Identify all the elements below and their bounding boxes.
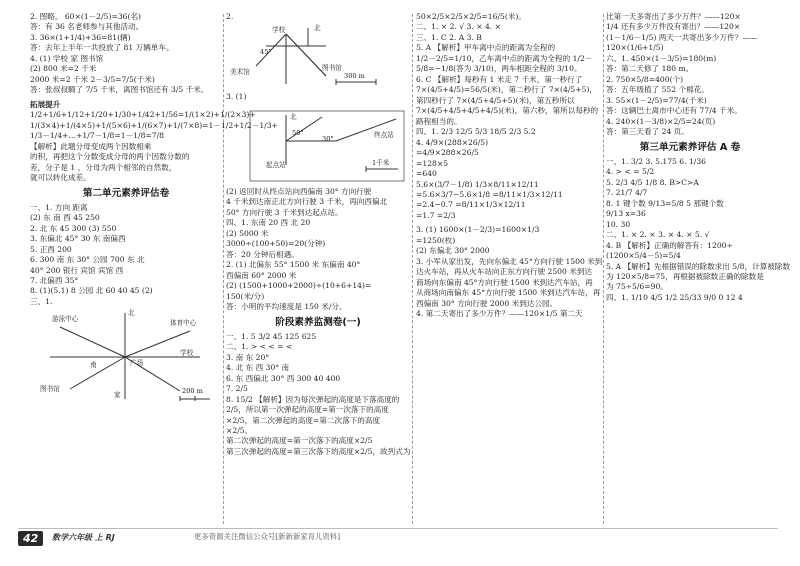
answer-line: 7×(4/5+4/5)=56/5(米)，第二秒行了 7×(4/5+5)， (416, 85, 597, 95)
answer-line: 3. 东偏北 45° 30 东 南偏西 (30, 234, 126, 244)
answer-line: 西偏南 60° 2000 米 (226, 270, 297, 280)
answer-line: 1/2－2/5=1/10，乙车离中点的距离为全程的 1/2－ (416, 53, 593, 63)
scale-label: 200 m (182, 387, 203, 396)
answer-line: 答：第三天看了 24 页。 (606, 127, 689, 137)
answer-line: 答：去年上半年一共投放了 81 万辆单车。 (30, 43, 174, 53)
answer-line: 5.6×(3/7－1/8) 1/3×8/11×12/11 (416, 179, 539, 189)
answer-line: ×2/5。 (226, 426, 253, 436)
answer-line: 一、1. 3/2 3. 5.175 6. 1/36 (606, 156, 707, 166)
answer-line: 答：有 36 名老师参与其他活动。 (30, 22, 144, 32)
answer-line: 三、1. C 2. A 3. B (416, 32, 482, 42)
answer-line: 一、1. 5 3/2 45 125 625 (226, 331, 317, 341)
answer-line: 三、1. (30, 296, 53, 306)
school-map-lines (226, 24, 410, 90)
answer-line: 4. B 【解析】正确的解答有：1200÷ (606, 240, 733, 250)
answer-line: 2000 米=2 千米 2－3/5=7/5(千米) (30, 74, 155, 84)
answer-line: 50° 方向行驶 3 千米到达起点站。 (226, 207, 343, 217)
answer-line: 答：这辆巴士离市中心还有 77/4 千米。 (606, 106, 742, 116)
answer-line: (1200×5/4－5)=5/4 (606, 251, 681, 261)
answer-line: 第二次弹起的高度=第一次落下的高度×2/5 (226, 436, 373, 446)
map-label: 图书馆 (40, 385, 60, 394)
book-title: 数学六年级 上 RJ (52, 533, 115, 542)
answer-line: (2) 5000 米 (226, 228, 269, 238)
answer-line: (2) 东 南 西 45 250 (30, 213, 100, 223)
answer-line: 4. > < = 5/2 (606, 167, 655, 177)
column-divider-1 (223, 14, 224, 524)
answer-line: 达火车站，再从火车站向正东方向行驶 2500 米到达 (416, 267, 593, 277)
answer-line: 1/2+1/6+1/12+1/20+1/30+1/42+1/56=1/(1×2)+1/(2×3)+ (30, 110, 256, 120)
answer-line: 5. 正西 200 (30, 244, 72, 254)
answer-line: 2. (1) 北偏东 55° 1500 米 东偏南 40° (226, 260, 361, 270)
route-map-diagram (226, 105, 410, 185)
answer-line: 3000÷(100+50)=20(分钟) (226, 239, 326, 249)
answer-line: 6. 东 西偏北 30° 西 300 40 400 (226, 373, 341, 383)
unit2-title: 第二单元素养评估卷 (82, 187, 170, 199)
answer-line: 10. 30 (606, 219, 631, 229)
scale-label: 1千米 (372, 158, 390, 167)
answer-line: 4. (1) 学校 家 图书馆 (30, 53, 104, 63)
answer-line: 为 120×5/8=75，再根据被除数正确的除数是 (606, 272, 764, 282)
answer-column-3 (416, 12, 602, 527)
map-label: 终点站 (374, 130, 394, 139)
answer-column-2 (226, 12, 410, 527)
map-label: 学校 (272, 26, 286, 35)
answer-line: 4. 北 东 西 30° 南 (226, 363, 290, 373)
answer-line: 1/(3×4)+1/(4×5)+1/(5×6)+1/(6×7)+1/(7×8)=1－1/2+1/2－1/3+ (30, 120, 278, 130)
answer-line: 1/4 还有多少万件没有寄出？——120× (606, 22, 741, 32)
answer-line: 6. 300 南 东 30° 公园 700 东 北 (30, 255, 145, 265)
map-label: 家 (114, 391, 121, 400)
map-label: 图书馆 (322, 64, 342, 73)
answer-line: 4. 第二天寄出了多少万件？——120×1/5 第二天 (416, 309, 583, 319)
answer-line: 7. 北偏西 35° (30, 276, 79, 286)
answer-line: 【解析】此题分母变成两个因数相乘 (30, 141, 152, 151)
map-label: 北 (314, 24, 321, 33)
answer-line: 9/13 x=36 (606, 209, 646, 219)
answer-line: 4. 4/9×(288×26/5) (416, 137, 489, 147)
answer-line: 一、1. 方向 距离 (30, 202, 88, 212)
answer-line: 5. A 【解析】甲车离中点的距离为全程的 (416, 43, 556, 53)
school-map-diagram (226, 24, 410, 90)
answer-line: 5. A 【解析】先根据错误的除数求出 5/8，计算被除数 (606, 261, 791, 271)
answer-line: 二、1. × 2. √ 3. × 4. × (416, 22, 501, 32)
page-number: 42 (18, 531, 43, 546)
answer-line: 四、1. 2/3 12/5 5/3 18/5 2/3 5.2 (416, 127, 536, 137)
map-label: 起点站 (266, 160, 286, 169)
answer-line: 商场向东偏南 45°方向行驶 1500 米到达汽车站，再 (416, 277, 593, 287)
answer-line: 就可以转化成差。 (30, 173, 91, 183)
answer-line: (2) (1500+1000+2000)÷(10+6+14)= (226, 281, 372, 291)
answer-line: 西偏南 30° 方向行驶 2000 米到达公园。 (416, 298, 558, 308)
answer-line: 2/5，所以第一次弹起的高度=第一次落下的高度 (226, 405, 389, 415)
answer-line: =5.6×3/7−5.6×1/8 =8/11×1/3×12/11 (416, 189, 563, 199)
answer-line: 50×2/5×2/5×2/5=16/5(米)。 (416, 12, 526, 21)
answer-line: (2) 返回时从终点站向西偏南 30° 方向行驶 (226, 186, 372, 196)
answer-line: 差，分子是 1 ，分母为两个相邻的自然数， (30, 162, 177, 172)
answer-line: 答：五年级植了 552 个棉花。 (606, 85, 709, 95)
answer-line: 比第一天多寄出了多少万件？——120× (606, 12, 741, 21)
answer-line: 7. 2/5 (226, 384, 248, 394)
answer-line: 四、1. 东南 20 西 北 20 (226, 218, 311, 228)
answer-line: 7×(4/5+4/5+4/5+4/5)(米)，第六秒，第所以每秒的 (416, 106, 599, 116)
answer-line: 4. 240×(1－3/8)×2/5=24(页) (606, 116, 716, 126)
answer-line: 150(米/分) (226, 291, 265, 301)
promo-text: 更多资源关注微信公众号[新新新家育儿资料] (194, 532, 341, 541)
answer-line: 第三次弹起的高度=第三次落下的高度×2/5，故列式为 (226, 446, 411, 456)
answer-line: (1－1/6－1/5) 两天一共寄出多少万件？—— (606, 32, 758, 42)
answer-line: (2) 东偏北 30° 2000 (416, 246, 490, 256)
answer-line: =640 (416, 169, 437, 179)
answer-line: 3. (1) 1600×(1－2/3)=1600×1/3 (416, 225, 540, 235)
map-label: 美术馆 (230, 68, 250, 77)
answer-column-4 (606, 12, 791, 527)
map-label: 30° (322, 134, 334, 143)
map-label: 北 (290, 112, 297, 121)
answer-line: 路程相当的。 (416, 116, 462, 126)
answer-line: 3. 55×(1－2/5)=77/4(千米) (606, 95, 707, 105)
answer-line: 120×(1/6+1/5) (606, 43, 664, 53)
map-label: 学校 (180, 349, 194, 358)
answer-line: 8. (1)(5.1) 8 公园 北 60 40 45 (2) (30, 286, 153, 296)
route-map-lines (226, 105, 410, 185)
answer-line: =128×5 (416, 158, 449, 168)
answer-line: =1250(枚) (416, 235, 456, 245)
answer-line: =4/9×288×26/5 (416, 148, 479, 158)
answer-line: =1.7 =2/3 (416, 210, 456, 220)
answer-line: 40° 200 银行 宾馆 宾馆 西 (30, 265, 124, 275)
stage-test-title: 阶段素养监测卷(一) (275, 316, 361, 328)
answer-line: 8. 15/2 【解析】因为每次弹起的高度是下落高度的 (226, 394, 400, 404)
answer-line: 6. C 【解析】每秒有 1 米走 7 千米，第一秒行了 (416, 74, 583, 84)
map-label: 游泳中心 (52, 315, 79, 324)
answer-line: 4 千米到达南正北方向行驶 3 千米，再向西偏北 (226, 197, 388, 207)
map-label: 50° (292, 128, 304, 137)
answer-line: 1/3－1/4+…+1/7－1/8=1－1/8=7/8 (30, 131, 164, 141)
answer-line: ×2/5，第二次弹起的高度=第二次落下的高度 (226, 415, 381, 425)
map-label: 广场 (130, 359, 144, 368)
answer-line: 六、1. 450×(1－3/5)=180(m) (606, 53, 717, 63)
map-label: 北 (128, 309, 135, 318)
answer-line: 2. (226, 12, 234, 21)
answer-line: 2. 750×5/8=400(个) (606, 74, 684, 84)
scale-label: 300 m (344, 72, 365, 81)
answer-line: 5/8=−1/8(答为 3/10)，两车相距全程的 3/10。 (416, 64, 582, 74)
answer-line: 7. 21/7 4/7 (606, 188, 648, 198)
answer-line: 答：张叔叔騎了 7/5 千米，离图书馆还有 3/5 千米。 (30, 85, 209, 95)
answer-line: 答：第二天修了 180 m。 (606, 64, 694, 74)
answer-line: 2. 图略。 60×(1－2/5)=36(名) (30, 12, 141, 21)
map-label: 45° (260, 48, 272, 57)
answer-line: 2. 北 东 45 300 (3) 550 (30, 223, 117, 233)
answer-line: 5. 2/3 4/5 1/8 8. B>C>A (606, 177, 699, 187)
map-label: 南 (90, 361, 97, 370)
unit3-title: 第三单元素养评估 A 卷 (639, 141, 741, 153)
column-divider-3 (603, 14, 604, 524)
answer-line: 第四秒行了 7×(4/5+4/5+5)(米)，第五秒所以 (416, 95, 575, 105)
column-divider-2 (412, 14, 413, 524)
answer-line: 从商场向南偏东 45°方向行驶 1500 米到达汽车站，再 (416, 288, 601, 298)
direction-map-diagram (30, 309, 220, 405)
answer-line: 二、1. > < < = < (226, 342, 293, 352)
answer-line: 3. (1) (226, 92, 247, 102)
answer-line: 8. 1 键个数 9/13=5/8 5 那键个数 (606, 198, 724, 208)
answer-line: 的积，再把这个分数变成分母的两个因数分数的 (30, 152, 190, 162)
answer-line: 四、1. 1/10 4/5 1/2 25/33 9/0 0 12 4 (606, 292, 743, 302)
section-heading-extension: 拓展提升 (30, 99, 61, 109)
answer-line: 答：小明的平均速度是 150 米/分。 (226, 302, 347, 312)
answer-line: (2) 800 米=2 千米 (30, 64, 97, 74)
answer-line: 为 75÷5/6=90。 (606, 282, 668, 292)
page-footer (18, 528, 778, 547)
map-label: 体育中心 (170, 319, 197, 328)
answer-line: 3. 36×(1+1/4)+36=81(辆) (30, 32, 131, 42)
answer-line: =2.4−0.7 =8/11×1/3×12/11 (416, 200, 526, 210)
answer-line: 答：20 分钟后相遇。 (226, 249, 299, 259)
answer-line: 二、1. × 2. × 3. × 4. × 5. √ (606, 230, 710, 240)
answer-line: 3. 小军从家出发，先向东偏北 45°方向行驶 1500 米到 (416, 256, 603, 266)
answer-line: 3. 南 东 20° (226, 352, 270, 362)
